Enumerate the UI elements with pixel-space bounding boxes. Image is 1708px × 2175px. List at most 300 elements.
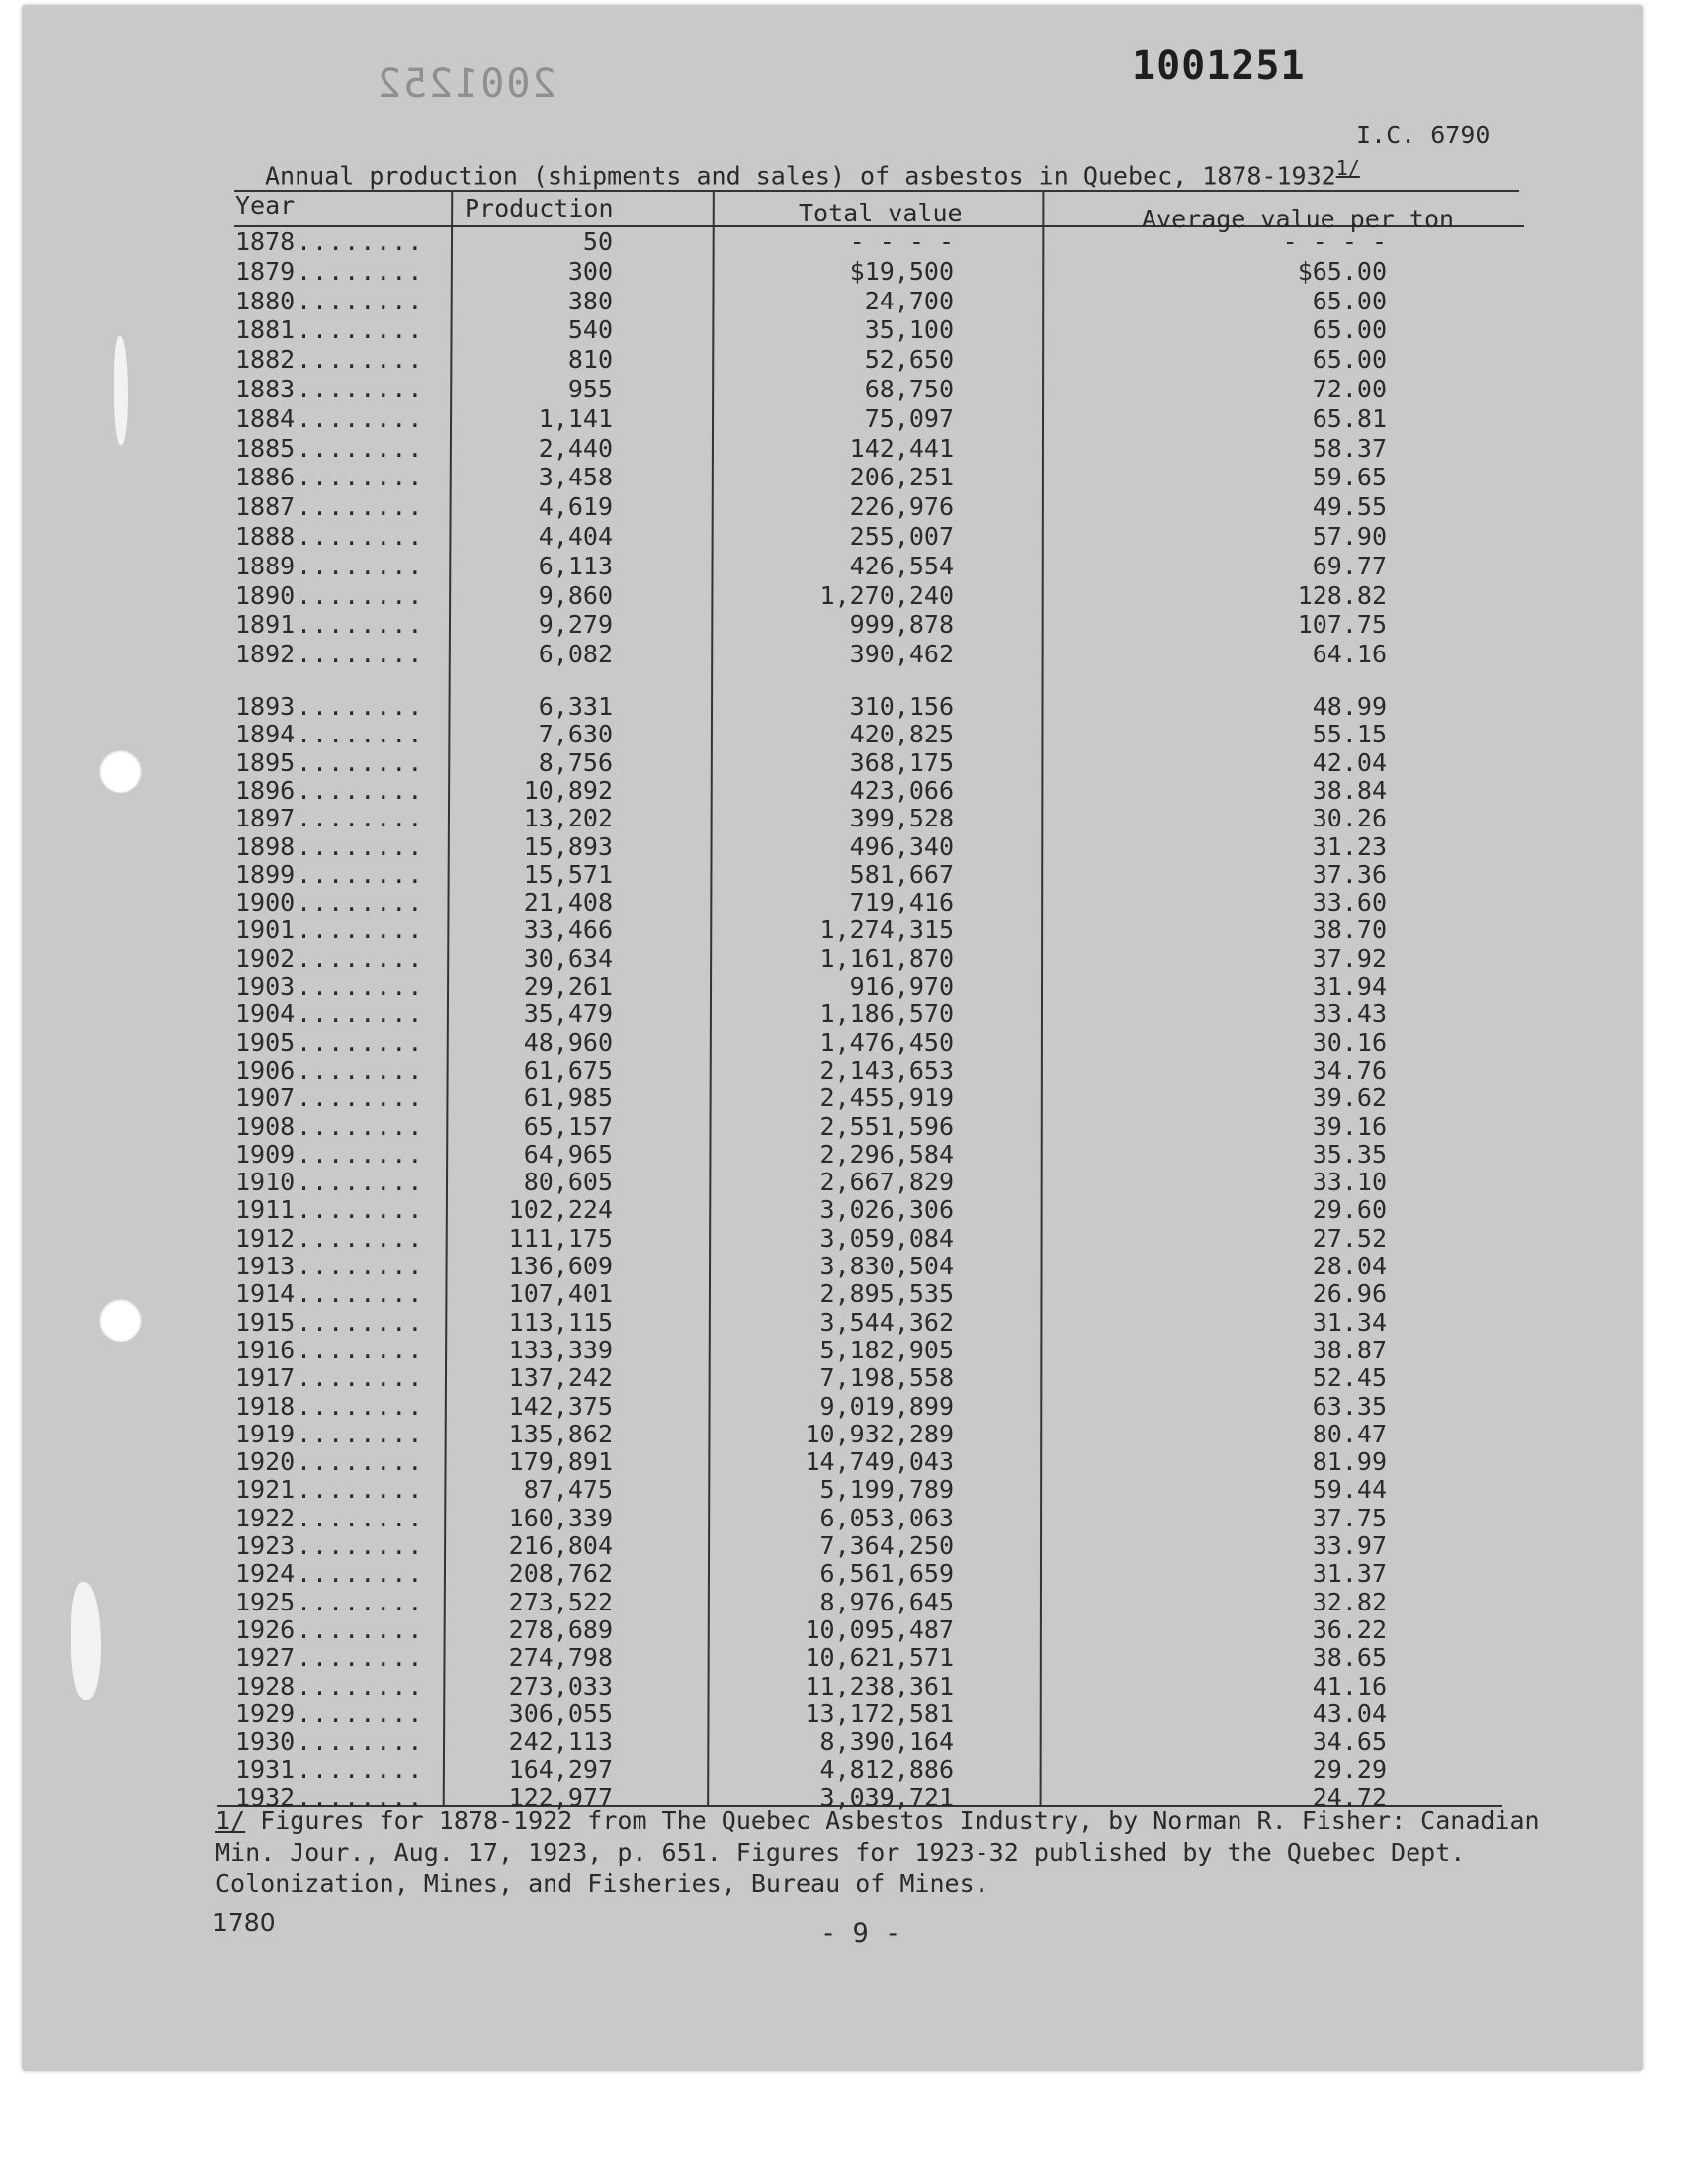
- total-value-cell: 5,199,789: [819, 1475, 954, 1505]
- leader-dots: ........: [297, 1027, 424, 1057]
- leader-dots: ........: [297, 1531, 424, 1560]
- leader-dots: ........: [297, 831, 424, 861]
- year-cell: 1893: [235, 692, 296, 721]
- total-value-cell: 52,650: [864, 345, 954, 375]
- total-value-cell: 1,270,240: [819, 580, 954, 610]
- leader-dots: ........: [297, 1195, 424, 1225]
- total-value-cell: 426,554: [849, 551, 954, 580]
- total-value-cell: 2,296,584: [819, 1139, 954, 1169]
- total-value-cell: 916,970: [849, 972, 954, 1000]
- average-value-cell: 39.62: [1312, 1084, 1387, 1113]
- total-value-cell: 68,750: [864, 375, 954, 403]
- table-row: [0, 944, 1708, 973]
- year-cell: 1902: [235, 943, 296, 973]
- footnote-marker: 1/: [215, 1806, 246, 1835]
- year-cell: 1929: [235, 1698, 296, 1728]
- year-cell: 1918: [235, 1391, 296, 1421]
- leader-dots: ........: [297, 1139, 424, 1169]
- production-cell: 6,331: [538, 692, 613, 721]
- total-value-cell: 142,441: [849, 433, 954, 463]
- table-row: [0, 227, 1708, 256]
- year-cell: 1881: [235, 315, 296, 345]
- year-cell: 1910: [235, 1168, 296, 1197]
- year-cell: 1927: [235, 1643, 296, 1673]
- leader-dots: ........: [297, 804, 424, 833]
- table-row: [0, 345, 1708, 374]
- average-value-cell: 64.16: [1312, 640, 1387, 669]
- total-value-cell: 2,667,829: [819, 1168, 954, 1197]
- production-cell: 300: [567, 256, 613, 286]
- year-cell: 1895: [235, 747, 296, 777]
- leader-dots: ........: [297, 1252, 424, 1280]
- average-value-cell: 80.47: [1312, 1419, 1387, 1448]
- production-cell: 8,756: [538, 747, 613, 777]
- production-cell: 9,860: [538, 580, 613, 610]
- total-value-cell: 5,182,905: [819, 1335, 954, 1364]
- leader-dots: ........: [297, 256, 424, 286]
- average-value-cell: 42.04: [1312, 747, 1387, 777]
- table-row: [0, 463, 1708, 491]
- production-cell: 137,242: [508, 1363, 613, 1393]
- leader-dots: ........: [297, 1643, 424, 1673]
- production-cell: 135,862: [508, 1419, 613, 1448]
- table-row: [0, 610, 1708, 639]
- table-row: [0, 1084, 1708, 1112]
- table-row: [0, 1475, 1708, 1504]
- leader-dots: ........: [297, 522, 424, 551]
- table-title-text: Annual production (shipments and sales) of asbestos in Quebec, 1878-1932: [265, 161, 1336, 191]
- year-cell: 1914: [235, 1279, 296, 1309]
- year-cell: 1909: [235, 1139, 296, 1169]
- average-value-cell: 24.72: [1312, 1783, 1387, 1812]
- production-cell: 35,479: [523, 1000, 613, 1029]
- average-value-cell: 37.92: [1312, 943, 1387, 973]
- year-cell: 1899: [235, 859, 296, 889]
- production-cell: 208,762: [508, 1559, 613, 1589]
- leader-dots: ........: [297, 315, 424, 345]
- year-cell: 1912: [235, 1223, 296, 1253]
- year-cell: 1900: [235, 888, 296, 917]
- production-cell: 64,965: [523, 1139, 613, 1169]
- average-value-cell: 26.96: [1312, 1279, 1387, 1309]
- table-row: [0, 581, 1708, 610]
- year-cell: 1905: [235, 1027, 296, 1057]
- leader-dots: ........: [297, 1419, 424, 1448]
- leader-dots: ........: [297, 1671, 424, 1700]
- total-value-cell: 8,390,164: [819, 1727, 954, 1757]
- total-value-cell: 496,340: [849, 831, 954, 861]
- average-value-cell: 49.55: [1312, 492, 1387, 522]
- leader-dots: ........: [297, 433, 424, 463]
- leader-dots: ........: [297, 580, 424, 610]
- production-cell: 810: [567, 345, 613, 375]
- year-cell: 1882: [235, 345, 296, 375]
- year-cell: 1890: [235, 580, 296, 610]
- leader-dots: ........: [297, 492, 424, 522]
- leader-dots: ........: [297, 1000, 424, 1029]
- table-row: [0, 1195, 1708, 1224]
- total-value-cell: 2,455,919: [819, 1084, 954, 1113]
- leader-dots: ........: [297, 1727, 424, 1757]
- leader-dots: ........: [297, 1587, 424, 1616]
- production-cell: 113,115: [508, 1307, 613, 1337]
- average-value-cell: 28.04: [1312, 1252, 1387, 1280]
- production-cell: 4,619: [538, 492, 613, 522]
- production-cell: 133,339: [508, 1335, 613, 1364]
- leader-dots: ........: [297, 610, 424, 640]
- leader-dots: ........: [297, 1084, 424, 1113]
- table-row: [0, 1224, 1708, 1253]
- table-row: [0, 720, 1708, 748]
- leader-dots: ........: [297, 972, 424, 1000]
- year-cell: 1898: [235, 831, 296, 861]
- leader-dots: ........: [297, 1307, 424, 1337]
- year-cell: 1917: [235, 1363, 296, 1393]
- year-cell: 1879: [235, 256, 296, 286]
- average-value-cell: 57.90: [1312, 522, 1387, 551]
- average-value-cell: 65.00: [1312, 315, 1387, 345]
- average-value-cell: 34.76: [1312, 1055, 1387, 1085]
- column-header-year: Year: [235, 191, 296, 219]
- total-value-cell: 13,172,581: [805, 1698, 954, 1728]
- table-row: [0, 1279, 1708, 1308]
- leader-dots: ........: [297, 1111, 424, 1141]
- year-cell: 1926: [235, 1614, 296, 1644]
- bleed-through-stamp: 2001252: [376, 61, 556, 107]
- total-value-cell: 3,039,721: [819, 1783, 954, 1812]
- year-cell: 1886: [235, 463, 296, 492]
- document-number-stamp: 1001251: [1132, 44, 1306, 89]
- year-cell: 1924: [235, 1559, 296, 1589]
- total-value-cell: 6,561,659: [819, 1559, 954, 1589]
- year-cell: 1908: [235, 1111, 296, 1141]
- year-cell: 1885: [235, 433, 296, 463]
- total-value-cell: 368,175: [849, 747, 954, 777]
- leader-dots: ........: [297, 1279, 424, 1309]
- table-row: [0, 860, 1708, 889]
- year-cell: 1878: [235, 227, 296, 256]
- average-value-cell: 69.77: [1312, 551, 1387, 580]
- total-value-cell: 14,749,043: [805, 1447, 954, 1477]
- average-value-cell: 38.84: [1312, 775, 1387, 805]
- production-cell: 10,892: [523, 775, 613, 805]
- total-value-cell: 423,066: [849, 775, 954, 805]
- leader-dots: ........: [297, 1363, 424, 1393]
- table-row: [0, 1363, 1708, 1392]
- year-cell: 1897: [235, 804, 296, 833]
- production-cell: 15,571: [523, 859, 613, 889]
- average-value-cell: 81.99: [1312, 1447, 1387, 1477]
- production-cell: 278,689: [508, 1614, 613, 1644]
- year-cell: 1907: [235, 1084, 296, 1113]
- year-cell: 1911: [235, 1195, 296, 1225]
- title-footnote-marker: 1/: [1335, 156, 1360, 180]
- table-row: [0, 1056, 1708, 1085]
- average-value-cell: 31.37: [1312, 1559, 1387, 1589]
- average-value-cell: 37.75: [1312, 1503, 1387, 1532]
- total-value-cell: 999,878: [849, 610, 954, 640]
- leader-dots: ........: [297, 1168, 424, 1197]
- year-cell: 1928: [235, 1671, 296, 1700]
- leader-dots: ........: [297, 888, 424, 917]
- table-row: [0, 287, 1708, 315]
- total-value-cell: 75,097: [864, 403, 954, 433]
- table-row: [0, 1308, 1708, 1337]
- leader-dots: ........: [297, 403, 424, 433]
- year-cell: 1932: [235, 1783, 296, 1812]
- leader-dots: ........: [297, 720, 424, 749]
- production-cell: 216,804: [508, 1531, 613, 1560]
- table-row: [0, 1112, 1708, 1141]
- average-value-cell: 31.23: [1312, 831, 1387, 861]
- table-row: [0, 434, 1708, 463]
- year-cell: 1896: [235, 775, 296, 805]
- table-row: [0, 552, 1708, 580]
- total-value-cell: 399,528: [849, 804, 954, 833]
- table-row: [0, 1140, 1708, 1169]
- average-value-cell: 52.45: [1312, 1363, 1387, 1393]
- average-value-cell: 33.60: [1312, 888, 1387, 917]
- total-value-cell: 10,932,289: [805, 1419, 954, 1448]
- year-cell: 1887: [235, 492, 296, 522]
- table-row: [0, 375, 1708, 403]
- year-cell: 1920: [235, 1447, 296, 1477]
- year-cell: 1922: [235, 1503, 296, 1532]
- table-row: [0, 748, 1708, 777]
- production-cell: 955: [567, 375, 613, 403]
- production-cell: 48,960: [523, 1027, 613, 1057]
- total-value-cell: 226,976: [849, 492, 954, 522]
- average-value-cell: 38.65: [1312, 1643, 1387, 1673]
- average-value-cell: 37.36: [1312, 859, 1387, 889]
- table-row: [0, 522, 1708, 551]
- year-cell: 1913: [235, 1252, 296, 1280]
- leader-dots: ........: [297, 1223, 424, 1253]
- table-row: [0, 1028, 1708, 1057]
- total-value-cell: 1,161,870: [819, 943, 954, 973]
- production-cell: 111,175: [508, 1223, 613, 1253]
- average-value-cell: 31.34: [1312, 1307, 1387, 1337]
- production-cell: 61,675: [523, 1055, 613, 1085]
- table-row: [0, 492, 1708, 521]
- production-cell: 9,279: [538, 610, 613, 640]
- table-row: [0, 404, 1708, 433]
- leader-dots: ........: [297, 551, 424, 580]
- total-value-cell: 8,976,645: [819, 1587, 954, 1616]
- total-value-cell: 206,251: [849, 463, 954, 492]
- production-cell: 7,630: [538, 720, 613, 749]
- year-cell: 1915: [235, 1307, 296, 1337]
- average-value-cell: 30.16: [1312, 1027, 1387, 1057]
- leader-dots: ........: [297, 692, 424, 721]
- total-value-cell: 24,700: [864, 286, 954, 315]
- average-value-cell: 65.00: [1312, 345, 1387, 375]
- year-cell: 1883: [235, 375, 296, 403]
- year-cell: 1925: [235, 1587, 296, 1616]
- production-cell: 50: [582, 227, 613, 256]
- average-value-cell: 27.52: [1312, 1223, 1387, 1253]
- file-number: 1780: [213, 1908, 276, 1937]
- average-value-cell: 29.29: [1312, 1755, 1387, 1784]
- year-cell: 1906: [235, 1055, 296, 1085]
- average-value-cell: 38.87: [1312, 1335, 1387, 1364]
- table-row: [0, 640, 1708, 668]
- total-value-cell: $19,500: [849, 256, 954, 286]
- production-cell: 164,297: [508, 1755, 613, 1784]
- table-row: [0, 1000, 1708, 1028]
- production-cell: 4,404: [538, 522, 613, 551]
- production-cell: 30,634: [523, 943, 613, 973]
- production-cell: 80,605: [523, 1168, 613, 1197]
- total-value-cell: 2,895,535: [819, 1279, 954, 1309]
- table-row: [0, 1615, 1708, 1644]
- average-value-cell: 29.60: [1312, 1195, 1387, 1225]
- total-value-cell: 11,238,361: [805, 1671, 954, 1700]
- average-value-cell: 63.35: [1312, 1391, 1387, 1421]
- leader-dots: ........: [297, 1755, 424, 1784]
- average-value-cell: 58.37: [1312, 433, 1387, 463]
- average-value-cell: - - - -: [1282, 227, 1387, 256]
- average-value-cell: 65.00: [1312, 286, 1387, 315]
- year-cell: 1894: [235, 720, 296, 749]
- total-value-cell: 1,186,570: [819, 1000, 954, 1029]
- average-value-cell: 128.82: [1297, 580, 1387, 610]
- average-value-cell: 33.43: [1312, 1000, 1387, 1029]
- average-value-cell: 34.65: [1312, 1727, 1387, 1757]
- leader-dots: ........: [297, 1475, 424, 1505]
- leader-dots: ........: [297, 227, 424, 256]
- total-value-cell: 2,551,596: [819, 1111, 954, 1141]
- table-row: [0, 1531, 1708, 1560]
- table-row: [0, 1252, 1708, 1280]
- average-value-cell: 33.10: [1312, 1168, 1387, 1197]
- table-row: [0, 1588, 1708, 1616]
- total-value-cell: - - - -: [849, 227, 954, 256]
- leader-dots: ........: [297, 943, 424, 973]
- column-header-average-value: Average value per ton: [1142, 205, 1455, 233]
- total-value-cell: 7,198,558: [819, 1363, 954, 1393]
- table-row: [0, 1672, 1708, 1700]
- table-row: [0, 1559, 1708, 1588]
- production-cell: 61,985: [523, 1084, 613, 1113]
- footnote-text: Figures for 1878-1922 from The Quebec Asbestos Industry, by Norman R. Fisher: Canadian Min. Jour., Aug. 17, 1923, p. 651. Figures for 1923-32 published by the Quebec Dept. Colonization, Mines, and Fisheries, Bureau of Mines.: [215, 1806, 1540, 1898]
- average-value-cell: 35.35: [1312, 1139, 1387, 1169]
- table-row: [0, 257, 1708, 286]
- table-row: [0, 1755, 1708, 1784]
- table-row: [0, 888, 1708, 916]
- leader-dots: ........: [297, 375, 424, 403]
- total-value-cell: 3,026,306: [819, 1195, 954, 1225]
- leader-dots: ........: [297, 463, 424, 492]
- production-cell: 242,113: [508, 1727, 613, 1757]
- table-row: [0, 692, 1708, 721]
- year-cell: 1930: [235, 1727, 296, 1757]
- production-cell: 179,891: [508, 1447, 613, 1477]
- total-value-cell: 1,274,315: [819, 915, 954, 945]
- average-value-cell: 59.44: [1312, 1475, 1387, 1505]
- production-cell: 13,202: [523, 804, 613, 833]
- year-cell: 1904: [235, 1000, 296, 1029]
- production-cell: 21,408: [523, 888, 613, 917]
- average-value-cell: 107.75: [1297, 610, 1387, 640]
- production-cell: 273,522: [508, 1587, 613, 1616]
- total-value-cell: 719,416: [849, 888, 954, 917]
- table-row: [0, 804, 1708, 832]
- total-value-cell: 3,059,084: [819, 1223, 954, 1253]
- total-value-cell: 310,156: [849, 692, 954, 721]
- leader-dots: ........: [297, 747, 424, 777]
- production-cell: 29,261: [523, 972, 613, 1000]
- production-cell: 273,033: [508, 1671, 613, 1700]
- year-cell: 1889: [235, 551, 296, 580]
- leader-dots: ........: [297, 1559, 424, 1589]
- total-value-cell: 10,621,571: [805, 1643, 954, 1673]
- column-header-production: Production: [465, 194, 614, 222]
- total-value-cell: 6,053,063: [819, 1503, 954, 1532]
- year-cell: 1919: [235, 1419, 296, 1448]
- table-row: [0, 1643, 1708, 1672]
- average-value-cell: 36.22: [1312, 1614, 1387, 1644]
- production-cell: 102,224: [508, 1195, 613, 1225]
- production-cell: 540: [567, 315, 613, 345]
- total-value-cell: 2,143,653: [819, 1055, 954, 1085]
- production-cell: 87,475: [523, 1475, 613, 1505]
- table-row: [0, 1336, 1708, 1364]
- table-row: [0, 1504, 1708, 1532]
- leader-dots: ........: [297, 1783, 424, 1812]
- production-cell: 6,113: [538, 551, 613, 580]
- year-cell: 1923: [235, 1531, 296, 1560]
- average-value-cell: 41.16: [1312, 1671, 1387, 1700]
- production-cell: 160,339: [508, 1503, 613, 1532]
- year-cell: 1901: [235, 915, 296, 945]
- leader-dots: ........: [297, 915, 424, 945]
- year-cell: 1891: [235, 610, 296, 640]
- leader-dots: ........: [297, 859, 424, 889]
- production-cell: 306,055: [508, 1698, 613, 1728]
- page-number: - 9 -: [820, 1918, 901, 1949]
- production-cell: 6,082: [538, 640, 613, 669]
- year-cell: 1888: [235, 522, 296, 551]
- average-value-cell: 65.81: [1312, 403, 1387, 433]
- total-value-cell: 3,830,504: [819, 1252, 954, 1280]
- average-value-cell: 38.70: [1312, 915, 1387, 945]
- production-cell: 136,609: [508, 1252, 613, 1280]
- leader-dots: ........: [297, 1614, 424, 1644]
- total-value-cell: 581,667: [849, 859, 954, 889]
- year-cell: 1892: [235, 640, 296, 669]
- leader-dots: ........: [297, 1698, 424, 1728]
- production-cell: 122,977: [508, 1783, 613, 1812]
- table-row: [0, 832, 1708, 861]
- table-row: [0, 972, 1708, 1000]
- table-row: [0, 315, 1708, 344]
- production-cell: 274,798: [508, 1643, 613, 1673]
- column-header-total-value: Total value: [799, 199, 963, 227]
- leader-dots: ........: [297, 1503, 424, 1532]
- leader-dots: ........: [297, 1391, 424, 1421]
- production-cell: 1,141: [538, 403, 613, 433]
- table-row: [0, 1447, 1708, 1476]
- table-row: [0, 776, 1708, 805]
- total-value-cell: 420,825: [849, 720, 954, 749]
- year-cell: 1880: [235, 286, 296, 315]
- total-value-cell: 3,544,362: [819, 1307, 954, 1337]
- average-value-cell: 48.99: [1312, 692, 1387, 721]
- total-value-cell: 4,812,886: [819, 1755, 954, 1784]
- average-value-cell: 31.94: [1312, 972, 1387, 1000]
- year-cell: 1884: [235, 403, 296, 433]
